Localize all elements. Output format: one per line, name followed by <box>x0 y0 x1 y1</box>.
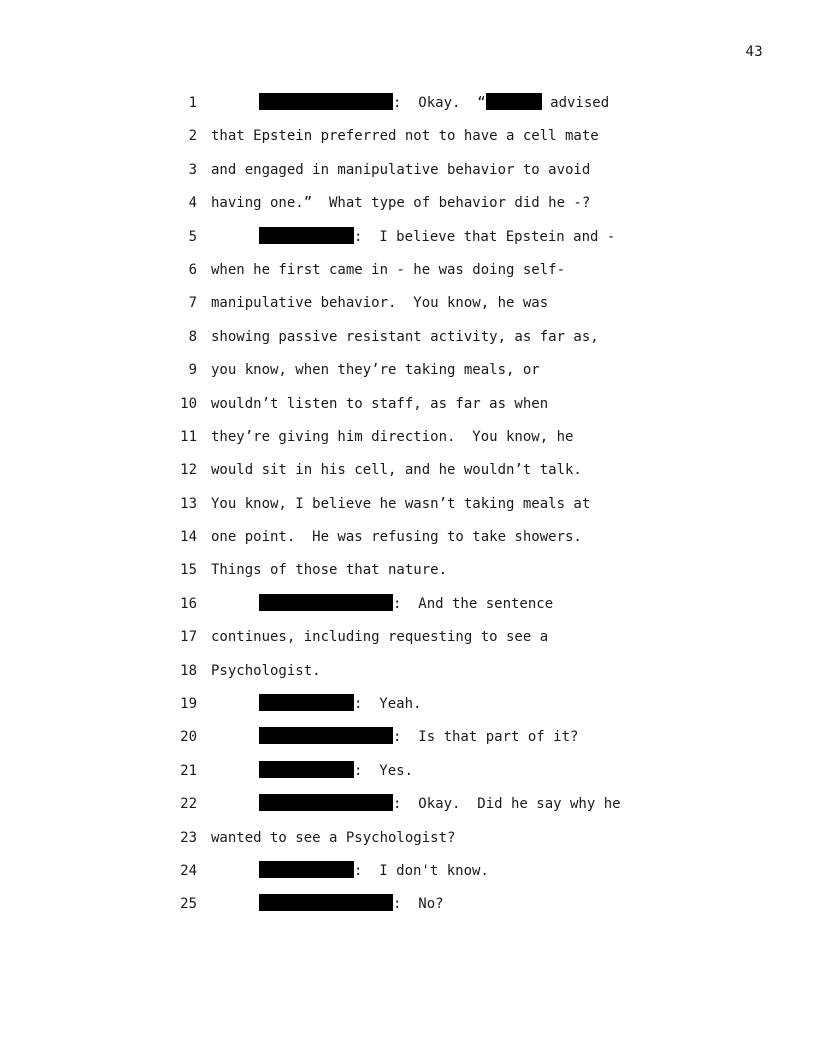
line-number: 7 <box>188 295 197 312</box>
line-number: 6 <box>188 261 197 278</box>
speaker-redaction-box <box>259 861 354 878</box>
line-text: having one.” What type of behavior did he -? <box>211 195 591 212</box>
transcript-line <box>170 424 690 457</box>
line-number: 17 <box>180 629 197 646</box>
line-number: 9 <box>188 362 197 379</box>
line-text: wanted to see a Psychologist? <box>211 829 456 846</box>
line-number: 20 <box>180 729 197 746</box>
line-number: 8 <box>188 328 197 345</box>
line-number: 11 <box>180 428 197 445</box>
line-number: 18 <box>180 662 197 679</box>
speaker-line-text <box>259 90 609 116</box>
line-text: continues, including requesting to see a <box>211 629 549 646</box>
speaker-line-text <box>259 224 615 250</box>
speaker-redaction-box <box>259 694 354 711</box>
line-number: 23 <box>180 829 197 846</box>
line-text: You know, I believe he wasn’t taking meals at <box>211 495 591 512</box>
transcript-line <box>170 624 690 657</box>
speaker-line-text <box>259 591 553 617</box>
speaker-redaction-box <box>259 894 393 911</box>
speaker-text: : I don't know. <box>354 862 489 879</box>
speaker-text: : Yes. <box>354 762 414 779</box>
speaker-line-text <box>259 691 421 717</box>
line-text: Things of those that nature. <box>211 562 448 579</box>
speaker-redaction-box <box>259 93 393 110</box>
transcript-line <box>170 491 690 524</box>
line-number: 13 <box>180 495 197 512</box>
speaker-line-text <box>259 758 413 784</box>
name-redaction-box <box>486 93 542 110</box>
line-number: 14 <box>180 529 197 546</box>
line-text: they’re giving him direction. You know, he <box>211 428 574 445</box>
line-number: 21 <box>180 762 197 779</box>
transcript-line <box>170 257 690 290</box>
transcript-line <box>170 658 690 691</box>
line-number: 16 <box>180 595 197 612</box>
transcript-line <box>170 324 690 357</box>
line-text: and engaged in manipulative behavior to avoid <box>211 161 591 178</box>
line-text: Psychologist. <box>211 662 321 679</box>
line-text: one point. He was refusing to take showers. <box>211 529 582 546</box>
line-number: 10 <box>180 395 197 412</box>
transcript-line <box>170 457 690 490</box>
speaker-text: : Okay. “ <box>393 95 486 111</box>
page-number: 43 <box>745 44 763 60</box>
line-text: would sit in his cell, and he wouldn’t talk. <box>211 462 582 479</box>
transcript-line <box>170 557 690 590</box>
transcript-line <box>170 825 690 858</box>
line-number: 5 <box>188 228 197 245</box>
speaker-text: : Okay. Did he say why he <box>393 796 621 813</box>
transcript-line <box>170 758 690 791</box>
speaker-text: : Is that part of it? <box>393 729 579 746</box>
line-number: 24 <box>180 862 197 879</box>
line-number: 12 <box>180 462 197 479</box>
line-number: 2 <box>188 128 197 145</box>
line-number: 22 <box>180 796 197 813</box>
speaker-redaction-box <box>259 594 393 611</box>
transcript-line <box>170 858 690 891</box>
transcript-line <box>170 791 690 824</box>
speaker-line-text <box>259 724 578 750</box>
speaker-line-text <box>259 791 621 817</box>
speaker-text: : No? <box>393 896 444 913</box>
speaker-line-text <box>259 858 489 884</box>
line-number: 15 <box>180 562 197 579</box>
transcript-line <box>170 357 690 390</box>
line-number: 4 <box>188 195 197 212</box>
transcript-body <box>170 90 690 925</box>
transcript-line <box>170 123 690 156</box>
line-text: manipulative behavior. You know, he was <box>211 295 549 312</box>
transcript-line <box>170 190 690 223</box>
line-text: wouldn’t listen to staff, as far as when <box>211 395 549 412</box>
speaker-text-tail: advised <box>541 95 610 111</box>
speaker-redaction-box <box>259 227 354 244</box>
speaker-redaction-box <box>259 794 393 811</box>
transcript-line <box>170 391 690 424</box>
line-number: 25 <box>180 896 197 913</box>
line-number: 1 <box>188 95 197 111</box>
transcript-line <box>170 524 690 557</box>
speaker-text: : Yeah. <box>354 696 422 713</box>
transcript-line <box>170 891 690 924</box>
transcript-line <box>170 157 690 190</box>
speaker-text: : I believe that Epstein and - <box>354 228 616 245</box>
line-text: that Epstein preferred not to have a cell mate <box>211 128 599 145</box>
line-text: when he first came in - he was doing self- <box>211 261 566 278</box>
transcript-line <box>170 724 690 757</box>
line-text: you know, when they’re taking meals, or <box>211 362 540 379</box>
transcript-line <box>170 224 690 257</box>
transcript-line <box>170 90 690 123</box>
line-number: 3 <box>188 161 197 178</box>
speaker-redaction-box <box>259 761 354 778</box>
transcript-line <box>170 290 690 323</box>
line-text: showing passive resistant activity, as far as, <box>211 328 599 345</box>
speaker-redaction-box <box>259 727 393 744</box>
transcript-line <box>170 691 690 724</box>
speaker-line-text <box>259 891 444 917</box>
line-number: 19 <box>180 696 197 713</box>
transcript-line <box>170 591 690 624</box>
speaker-text: : And the sentence <box>393 595 554 612</box>
